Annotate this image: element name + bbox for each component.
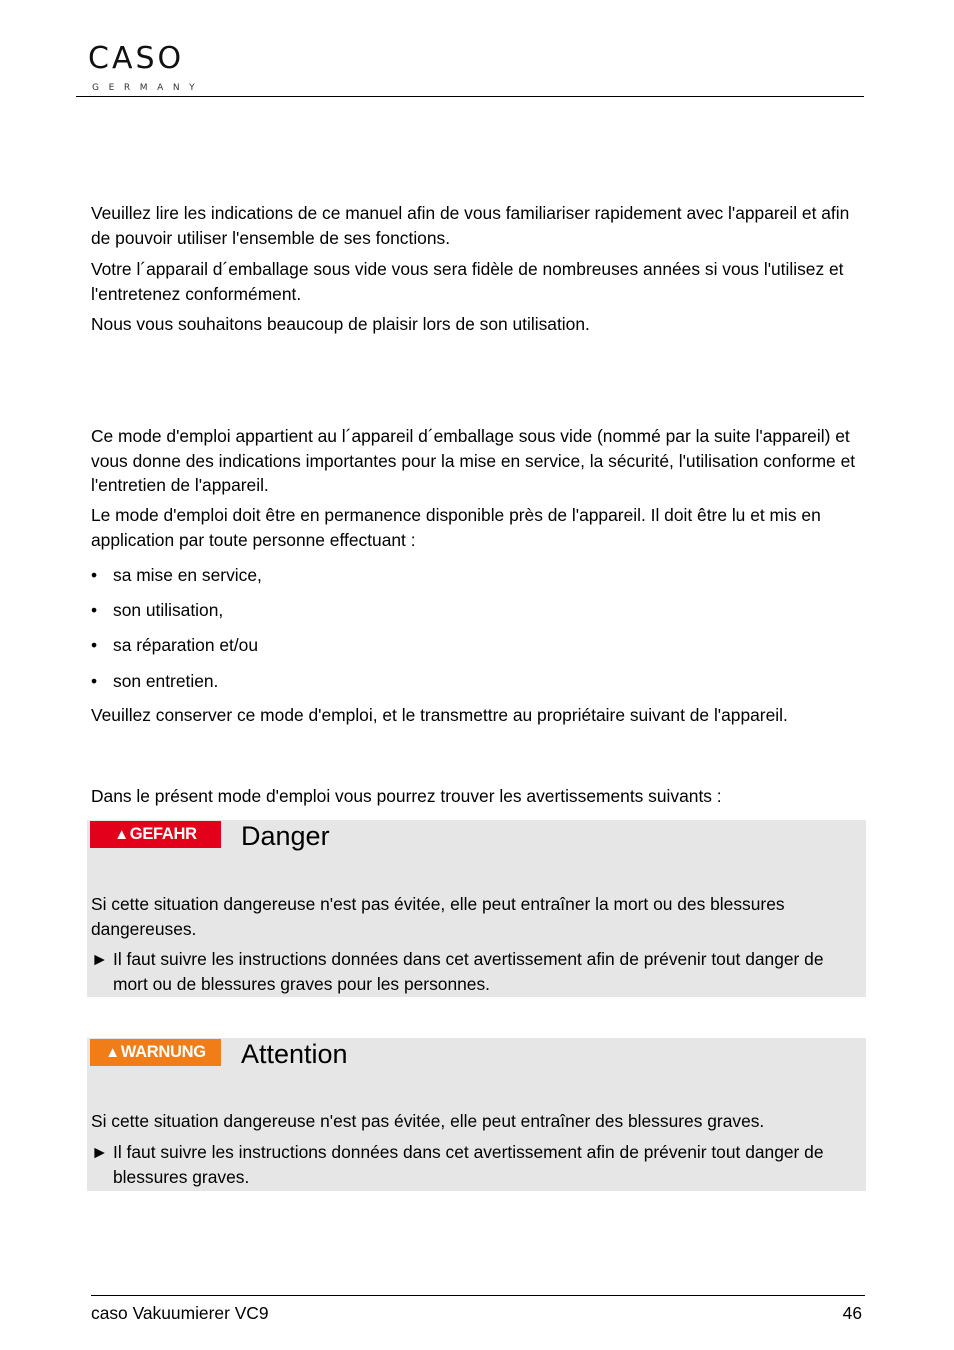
bullet-icon: • xyxy=(91,600,98,620)
warning-triangle-icon: ▲ xyxy=(105,1044,120,1061)
brand-logo-subtitle: GERMANY xyxy=(92,83,205,93)
about-paragraph-3: Veuillez conserver ce mode d'emploi, et le transmettre au propriétaire suivant de l'appareil. xyxy=(91,705,788,725)
attention-title: Attention xyxy=(241,1039,348,1069)
footer-rule xyxy=(91,1295,865,1296)
arrow-right-icon: ► xyxy=(91,949,109,969)
intro-paragraph-2: Votre l´apparail d´emballage sous vide vous sera fidèle de nombreuses années si vous l'utilisez et l'entretenez conformément. xyxy=(91,259,844,304)
header-rule xyxy=(76,96,864,97)
bullet-icon: • xyxy=(91,671,98,691)
danger-instruction: ► Il faut suivre les instructions données dans cet avertissement afin de prévenir tout danger de mort ou de blessures graves pour les personnes. xyxy=(91,949,824,994)
warnings-intro: Dans le présent mode d'emploi vous pourrez trouver les avertissements suivants : xyxy=(91,786,722,806)
page-number: 46 xyxy=(842,1303,862,1323)
warning-triangle-icon: ▲ xyxy=(114,826,129,843)
list-item: • son utilisation, xyxy=(91,600,224,620)
intro-paragraph-3: Nous vous souhaitons beaucoup de plaisir lors de son utilisation. xyxy=(91,314,590,334)
danger-title: Danger xyxy=(241,821,330,851)
attention-instruction: ► Il faut suivre les instructions données dans cet avertissement afin de prévenir tout danger de blessures graves. xyxy=(91,1142,824,1187)
bullet-icon: • xyxy=(91,635,98,655)
arrow-right-icon: ► xyxy=(91,1142,109,1162)
list-item: • sa réparation et/ou xyxy=(91,635,259,655)
bullet-icon: • xyxy=(91,565,98,585)
list-item: • sa mise en service, xyxy=(91,565,262,585)
list-item: • son entretien. xyxy=(91,671,219,691)
brand-logo: CASO xyxy=(88,41,185,76)
danger-text: Si cette situation dangereuse n'est pas évitée, elle peut entraîner la mort ou des blessures dangereuses. xyxy=(91,894,785,939)
attention-text: Si cette situation dangereuse n'est pas évitée, elle peut entraîner des blessures graves. xyxy=(91,1111,765,1131)
footer-title: caso Vakuumierer VC9 xyxy=(91,1303,269,1323)
intro-paragraph-1: Veuillez lire les indications de ce manuel afin de vous familiariser rapidement avec l'appareil et afin de pouvoir utiliser l'ensemble de ses fonctions. xyxy=(91,203,850,248)
about-paragraph-2: Le mode d'emploi doit être en permanence disponible près de l'appareil. Il doit être lu et mis en application par toute personne effectuant : xyxy=(91,505,821,550)
danger-sign: ▲GEFAHR xyxy=(90,821,221,848)
about-paragraph-1: Ce mode d'emploi appartient au l´appareil d´emballage sous vide (nommé par la suite l'appareil) et vous donne des indications importantes pour la mise en service, la sécurité, l'utilisation conforme et l'entretien de l'appareil. xyxy=(91,426,856,495)
attention-sign: ▲WARNUNG xyxy=(90,1039,221,1066)
